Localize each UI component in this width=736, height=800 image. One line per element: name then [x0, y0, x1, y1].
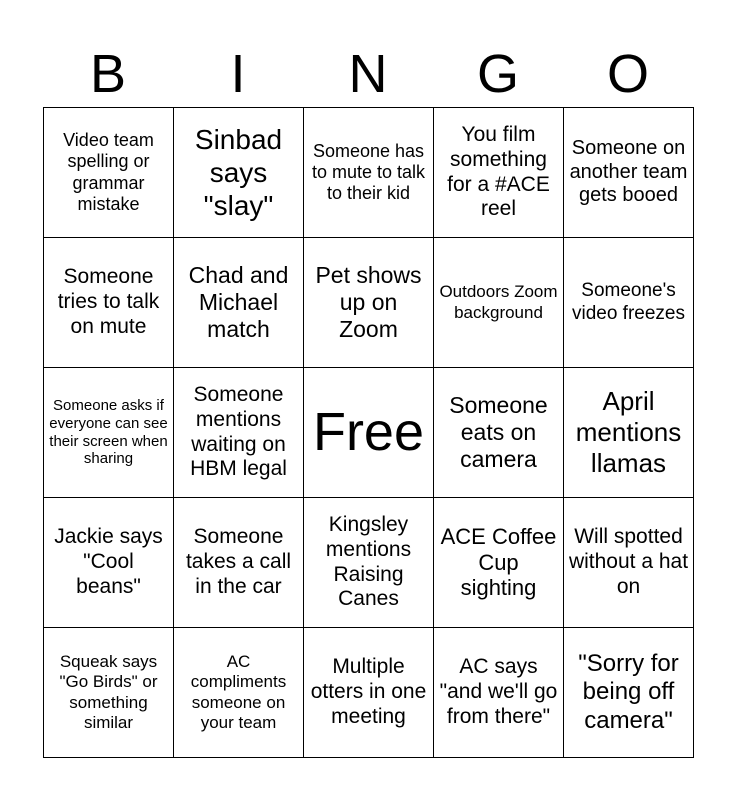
- bingo-cell[interactable]: AC compliments someone on your team: [174, 628, 304, 758]
- bingo-cell[interactable]: April mentions llamas: [564, 368, 694, 498]
- bingo-cell[interactable]: Someone on another team gets booed: [564, 108, 694, 238]
- bingo-cell[interactable]: Someone tries to talk on mute: [44, 238, 174, 368]
- bingo-cell[interactable]: Someone takes a call in the car: [174, 498, 304, 628]
- bingo-cell[interactable]: Someone mentions waiting on HBM legal: [174, 368, 304, 498]
- bingo-cell[interactable]: AC says "and we'll go from there": [434, 628, 564, 758]
- bingo-row: [44, 108, 694, 238]
- header-letter-i: I: [230, 44, 246, 104]
- bingo-cell[interactable]: Someone has to mute to talk to their kid: [304, 108, 434, 238]
- bingo-cell[interactable]: Kingsley mentions Raising Canes: [304, 498, 434, 628]
- bingo-cell[interactable]: Chad and Michael match: [174, 238, 304, 368]
- bingo-cell[interactable]: ACE Coffee Cup sighting: [434, 498, 564, 628]
- bingo-cell[interactable]: You film something for a #ACE reel: [434, 108, 564, 238]
- header-letter-g: G: [476, 44, 519, 104]
- header-letter-n: N: [348, 44, 388, 104]
- header-letter-b: B: [89, 44, 127, 104]
- free-space-cell[interactable]: Free: [304, 368, 434, 498]
- bingo-row: [44, 368, 694, 498]
- bingo-cell[interactable]: Someone asks if everyone can see their screen when sharing: [44, 368, 174, 498]
- bingo-row: [44, 498, 694, 628]
- bingo-row: [44, 628, 694, 758]
- bingo-cell[interactable]: Someone eats on camera: [434, 368, 564, 498]
- bingo-card: [43, 107, 694, 758]
- bingo-cell[interactable]: Someone's video freezes: [564, 238, 694, 368]
- bingo-cell[interactable]: Will spotted without a hat on: [564, 498, 694, 628]
- bingo-cell[interactable]: Jackie says "Cool beans": [44, 498, 174, 628]
- bingo-cell[interactable]: Sinbad says "slay": [174, 108, 304, 238]
- bingo-cell[interactable]: Pet shows up on Zoom: [304, 238, 434, 368]
- bingo-cell[interactable]: Multiple otters in one meeting: [304, 628, 434, 758]
- bingo-row: [44, 238, 694, 368]
- header-letter-o: O: [606, 44, 649, 104]
- bingo-cell[interactable]: Outdoors Zoom background: [434, 238, 564, 368]
- bingo-cell[interactable]: Squeak says "Go Birds" or something similar: [44, 628, 174, 758]
- bingo-cell[interactable]: Video team spelling or grammar mistake: [44, 108, 174, 238]
- bingo-header: [43, 40, 693, 108]
- bingo-cell[interactable]: "Sorry for being off camera": [564, 628, 694, 758]
